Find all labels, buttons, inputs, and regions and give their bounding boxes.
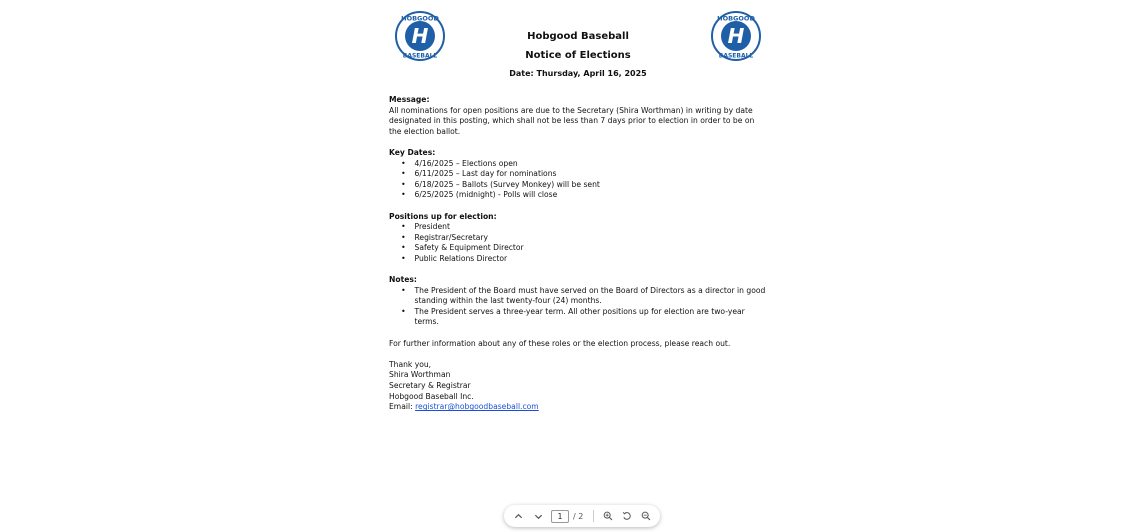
rotate-icon[interactable] <box>622 511 632 521</box>
further-info: For further information about any of these roles or the election process, please reach out. <box>389 338 731 348</box>
chevron-up-icon[interactable] <box>514 512 523 521</box>
toolbar-divider <box>593 510 594 522</box>
page-number-input[interactable] <box>551 510 569 523</box>
email-label: Email: <box>389 402 413 412</box>
signoff-org: Hobgood Baseball Inc. <box>389 391 474 401</box>
notes-list <box>389 286 767 328</box>
list-item: • 4/16/2025 – Elections open <box>389 159 767 170</box>
list-item: • The President of the Board must have served on the Board of Directors as a director in good standing within the last twenty-four (24) months. <box>389 286 767 307</box>
date-line: Date: Thursday, April 16, 2025 <box>509 69 647 78</box>
page-total: / 2 <box>573 511 584 521</box>
svg-text:BASEBALL: BASEBALL <box>718 52 754 60</box>
email-link[interactable]: registrar@hobgoodbaseball.com <box>415 402 539 412</box>
message-text: All nominations for open positions are due to the Secretary (Shira Worthman) in writing by date designated in this posting, which shall not be less than 7 days prior to election in order to be on the election ballot. <box>389 105 755 136</box>
message-heading: Message: <box>389 95 430 104</box>
svg-text:BASEBALL: BASEBALL <box>402 52 438 60</box>
list-item: • The President serves a three-year term. All other positions up for election are two-year terms. <box>389 307 767 328</box>
svg-text:HOBGOOD: HOBGOOD <box>401 14 439 23</box>
list-item: • President <box>389 222 767 233</box>
org-heading: Hobgood Baseball <box>527 31 629 42</box>
signoff-email-line <box>389 402 767 413</box>
signoff-name: Shira Worthman <box>389 370 451 380</box>
list-item: • 6/18/2025 – Ballots (Survey Monkey) will be sent <box>389 180 767 191</box>
chevron-down-icon[interactable] <box>534 512 543 521</box>
svg-text:H: H <box>411 24 429 48</box>
signoff-role: Secretary & Registrar <box>389 381 471 391</box>
svg-text:H: H <box>727 24 745 48</box>
signoff-thanks: Thank you, <box>389 359 432 369</box>
list-item: • Registrar/Secretary <box>389 233 767 244</box>
notes-heading: Notes: <box>389 275 417 285</box>
list-item: • Public Relations Director <box>389 254 767 265</box>
key-dates-list <box>389 159 767 201</box>
list-item: • Safety & Equipment Director <box>389 243 767 254</box>
list-item: • 6/25/2025 (midnight) - Polls will close <box>389 190 767 201</box>
svg-text:HOBGOOD: HOBGOOD <box>717 14 755 23</box>
document-body <box>389 95 767 413</box>
positions-heading: Positions up for election: <box>389 211 497 221</box>
zoom-in-icon[interactable] <box>603 511 613 521</box>
positions-list <box>389 222 767 264</box>
notice-title: Notice of Elections <box>525 50 631 61</box>
list-item: • 6/11/2025 – Last day for nominations <box>389 169 767 180</box>
zoom-out-icon[interactable] <box>641 511 651 521</box>
pdf-toolbar <box>504 505 660 527</box>
key-dates-heading: Key Dates: <box>389 147 436 157</box>
